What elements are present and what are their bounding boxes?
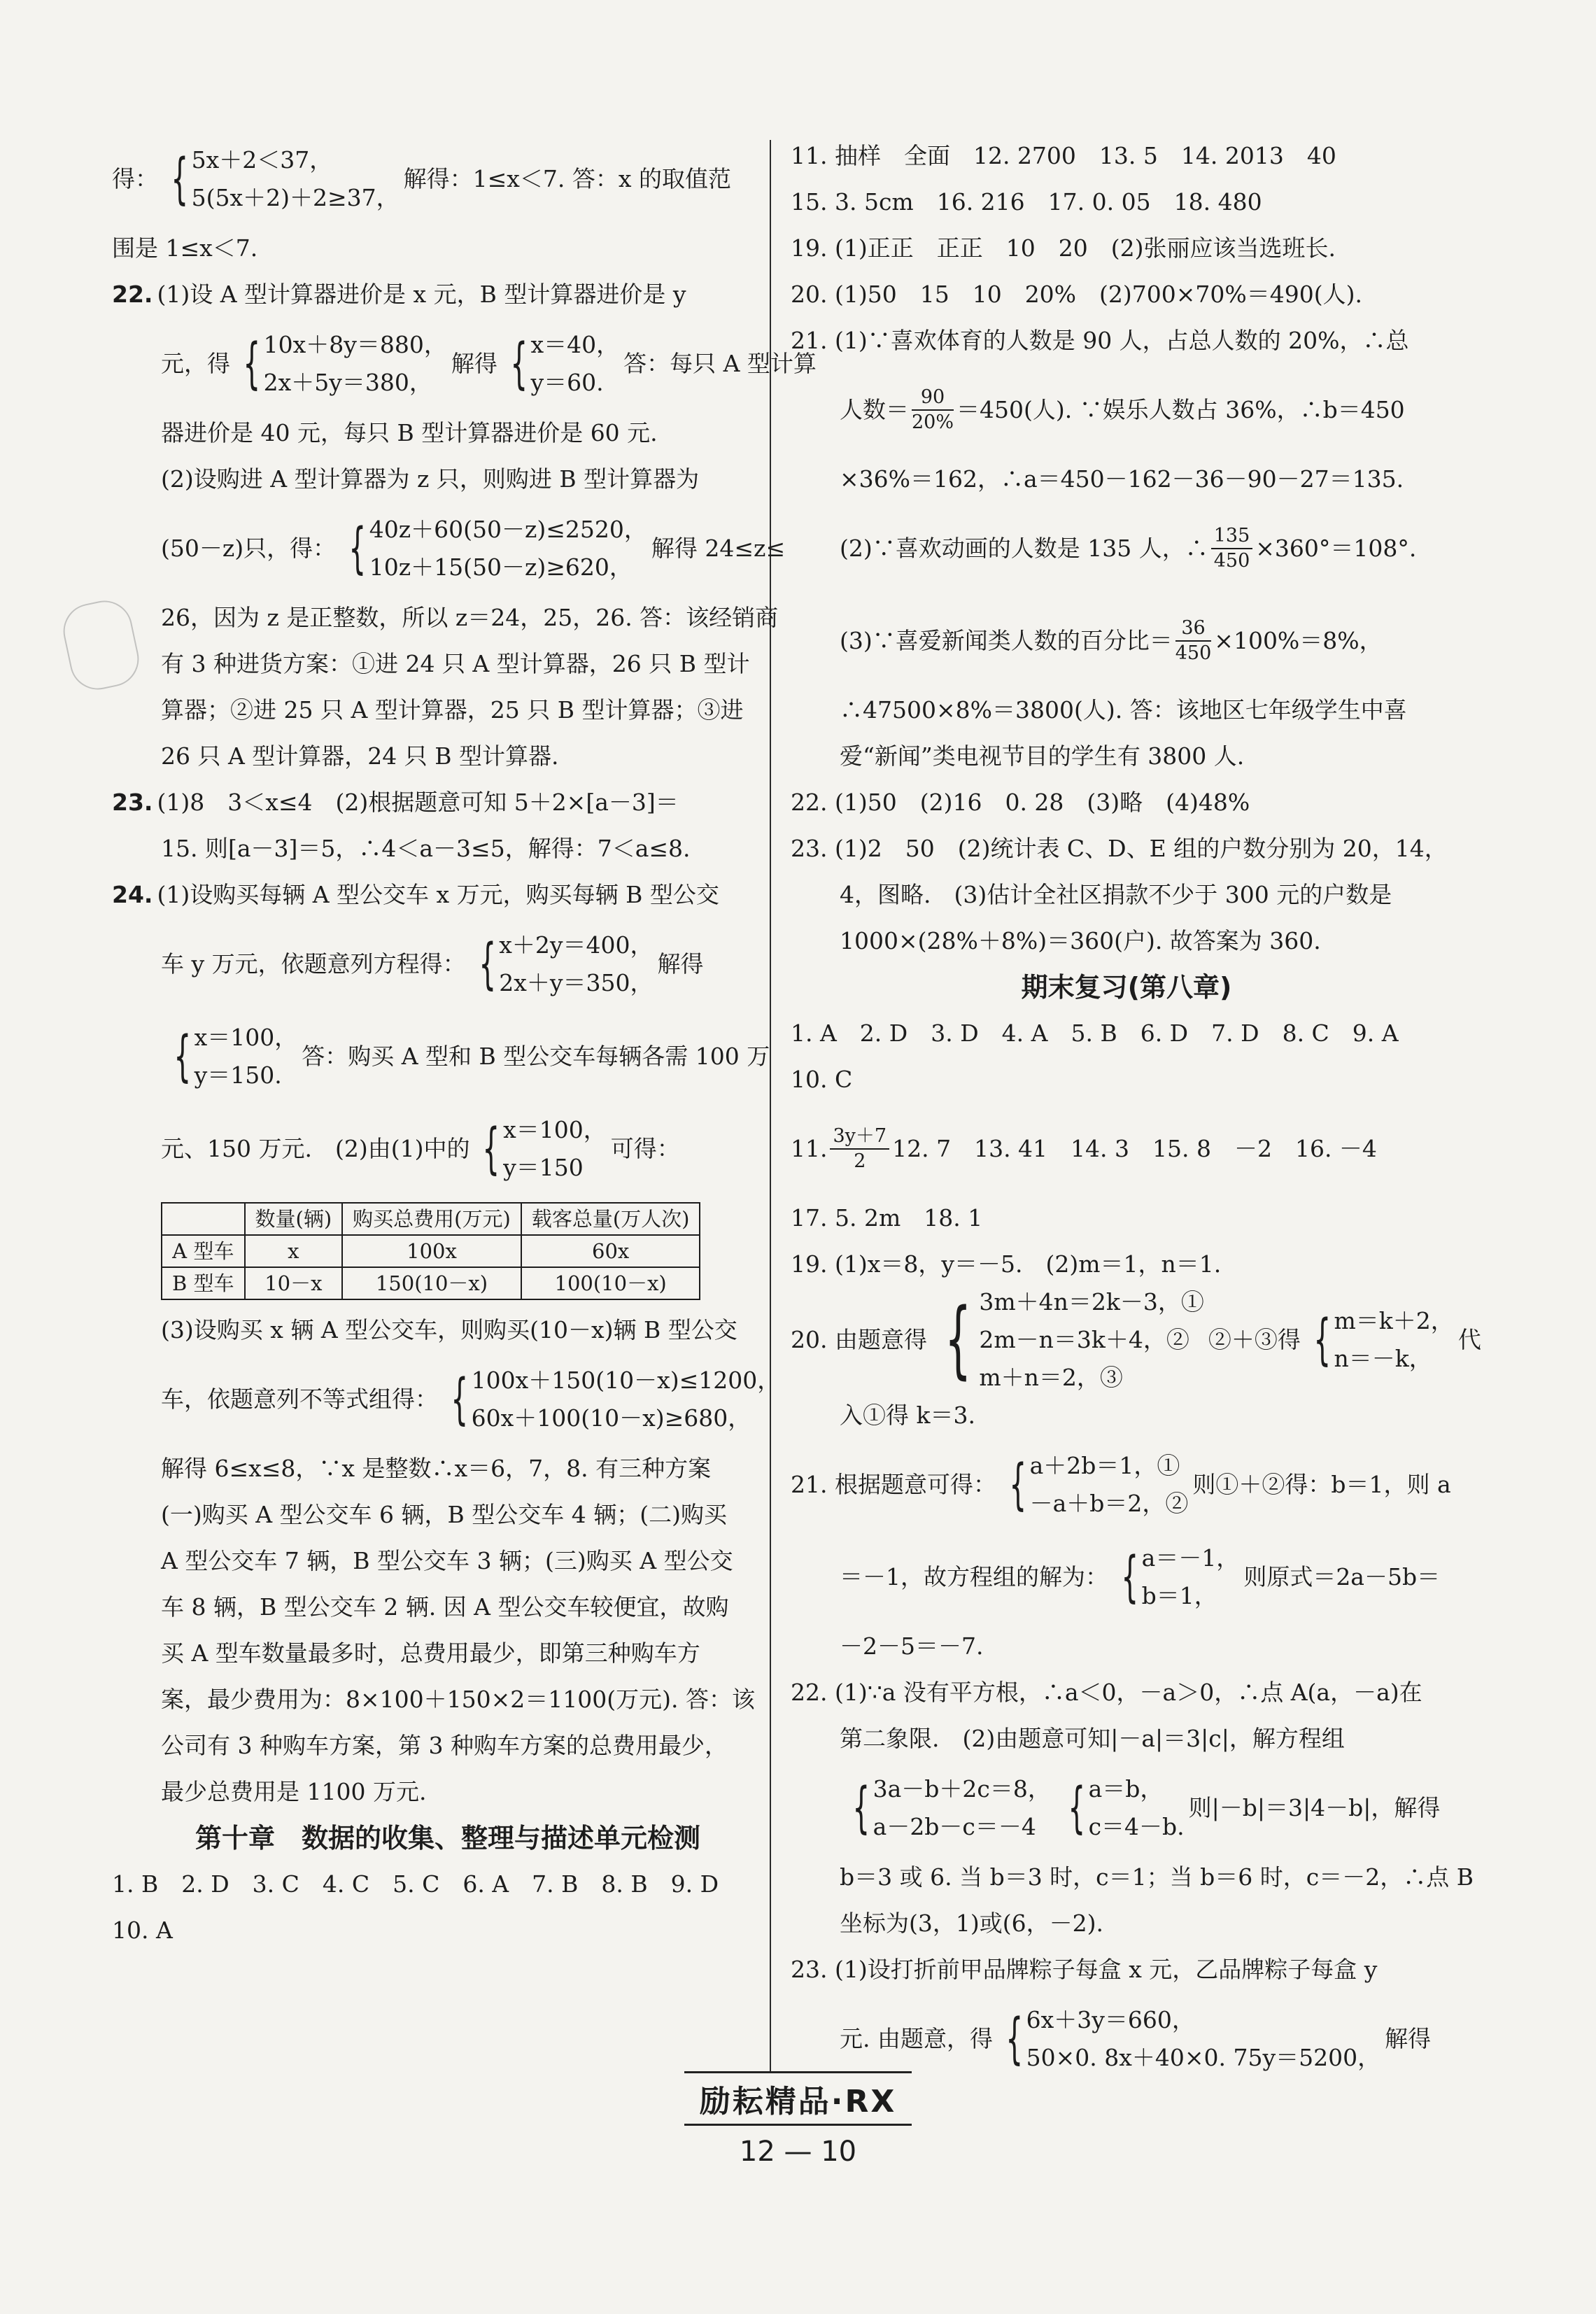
- equation-system: { x＝40， y＝60.: [510, 331, 620, 396]
- answer-line: 15. 3. 5cm 16. 216 17. 0. 05 18. 480: [791, 188, 1262, 216]
- answer-line: 得： { 5x＋2＜37， 5(5x＋2)＋2≥37， 解得：1≤x＜7. 答：x 的取值范: [112, 133, 784, 225]
- equation-system: { 10x＋8y＝880， 2x＋5y＝380，: [243, 331, 447, 396]
- right-column: [791, 133, 1481, 2085]
- section-heading: 期末复习(第八章): [1021, 972, 1232, 1003]
- answer-line: 26 只 A 型计算器，24 只 B 型计算器.: [161, 742, 559, 770]
- equation-system: { a＝－1， b＝1，: [1121, 1544, 1240, 1609]
- equation-system: { m＝k＋2， n＝－k，: [1313, 1307, 1454, 1372]
- answer-line: 1. A 2. D 3. D 4. A 5. B 6. D 7. D 8. C 9. A: [791, 1020, 1399, 1047]
- answer-line: 19. (1)正正 正正 10 20 (2)张丽应该当选班长.: [791, 234, 1336, 262]
- answer-line: 24. (1)设购买每辆 A 型公交车 x 万元，购买每辆 B 型公交: [112, 881, 719, 908]
- bus-table: [161, 1202, 700, 1300]
- answer-line: 11. 抽样 全面 12. 2700 13. 5 14. 2013 40: [791, 142, 1336, 169]
- fraction: $\frac{3y+7}{2}$: [830, 1124, 889, 1173]
- answer-line: ＝－1，故方程组的解为： { a＝－1， b＝1， 则原式＝2a－5b＝: [791, 1531, 1462, 1623]
- answer-line: 21. 根据题意可得： { a＋2b＝1，① －a＋b＝2，② 则①＋②得：b＝1，则 a: [791, 1439, 1462, 1531]
- answer-line: (2)∵喜欢动画的人数是 135 人，∴ $\frac{135}{450}$ ×360°＝108°.: [840, 525, 1417, 572]
- brand-logo: 励耘精品·RX: [684, 2071, 912, 2126]
- answer-line: ∴47500×8%＝3800(人). 答：该地区七年级学生中喜: [840, 696, 1407, 724]
- answer-line: (50－z)只，得： { 40z＋60(50－z)≤2520， 10z＋15(50－z)≥620， 解得 24≤z≤: [112, 502, 784, 595]
- answer-line: 10. C: [791, 1066, 853, 1093]
- answer-line: ×36%＝162，∴a＝450－162－36－90－27＝135.: [840, 465, 1404, 493]
- equation-system: { 3a－b＋2c＝8， a－2b－c＝－4: [852, 1775, 1051, 1840]
- answer-line: (3)∵喜爱新闻类人数的百分比＝ $\frac{36}{450}$ ×100%＝8%，: [840, 617, 1383, 664]
- answer-line: 15. 则[a－3]＝5，∴4＜a－3≤5，解得：7＜a≤8.: [161, 835, 691, 862]
- table-row: A 型车 x 100x 60x: [162, 1235, 700, 1267]
- answer-line: 23. (1)设打折前甲品牌粽子每盒 x 元，乙品牌粽子每盒 y: [791, 1956, 1378, 1983]
- answer-line: 案，最少费用为：8×100＋150×2＝1100(万元). 答：该: [161, 1686, 755, 1713]
- equation-system: { 40z＋60(50－z)≤2520， 10z＋15(50－z)≥620，: [348, 516, 647, 581]
- answer-line: 爱“新闻”类电视节目的学生有 3800 人.: [840, 742, 1245, 770]
- answer-line: 车，依题意列不等式组得： { 100x＋150(10－x)≤1200， 60x＋100(10－x)≥680，: [112, 1353, 784, 1446]
- answer-line: 人数＝ $\frac{90}{20\%}$ ＝450(人). ∵娱乐人数占 36%，∴b＝450: [840, 386, 1405, 433]
- answer-line: 器进价是 40 元，每只 B 型计算器进价是 60 元.: [161, 419, 658, 446]
- fraction: $\frac{135}{450}$: [1211, 524, 1253, 573]
- answer-line: 元，得 { 10x＋8y＝880， 2x＋5y＝380， 解得 { x＝40， y＝60. 答：每只 A 型计算: [112, 318, 784, 410]
- answer-line: 22. (1)设 A 型计算器进价是 x 元，B 型计算器进价是 y: [112, 281, 686, 308]
- page-number: 12 — 10: [739, 2136, 857, 2168]
- fraction: $\frac{36}{450}$: [1175, 617, 1212, 664]
- answer-line: 算器；②进 25 只 A 型计算器，25 只 B 型计算器；③进: [161, 696, 744, 724]
- answer-line: 买 A 型车数量最多时，总费用最少，即第三种购车方: [161, 1639, 700, 1667]
- answer-line: 坐标为(3，1)或(6，－2).: [840, 1910, 1103, 1937]
- equation-system: { 5x＋2＜37， 5(5x＋2)＋2≥37，: [171, 146, 400, 211]
- answer-line: 第二象限. (2)由题意可知|－a|＝3|c|，解方程组: [840, 1725, 1345, 1752]
- equation-system: { x＋2y＝400， 2x＋y＝350，: [479, 931, 654, 996]
- answer-line: 26，因为 z 是正整数，所以 z＝24，25，26. 答：该经销商: [161, 604, 779, 631]
- answer-line: (3)设购买 x 辆 A 型公交车，则购买(10－x)辆 B 型公交: [161, 1316, 737, 1343]
- answer-line: 21. (1)∵喜欢体育的人数是 90 人，占总人数的 20%，∴总: [791, 327, 1409, 354]
- left-column: [112, 133, 817, 1954]
- fraction: $\frac{90}{20\%}$: [912, 386, 954, 433]
- equation-system: { 6x＋3y＝660， 50×0. 8x＋40×0. 75y＝5200，: [1005, 2006, 1381, 2071]
- answer-line: 车 y 万元，依题意列方程得： { x＋2y＝400， 2x＋y＝350， 解得: [112, 918, 784, 1010]
- equation-system: { a＝b， c＝4－b.: [1068, 1775, 1185, 1840]
- answer-line: 有 3 种进货方案：①进 24 只 A 型计算器，26 只 B 型计: [161, 650, 750, 677]
- answer-line: 20. 由题意得 { 3m＋4n＝2k－3，① 2m－n＝3k＋4，② m＋n＝2，③ ②＋③得 { m＝k＋2， n＝－k， 代: [791, 1287, 1462, 1392]
- answer-line: 22. (1)∵a 没有平方根，∴a＜0，－a＞0，∴点 A(a，－a)在: [791, 1679, 1422, 1706]
- answer-line: 1000×(28%＋8%)＝360(户). 故答案为 360.: [840, 927, 1321, 954]
- answer-line: 最少总费用是 1100 万元.: [161, 1778, 427, 1805]
- answer-line: 公司有 3 种购车方案，第 3 种购车方案的总费用最少，: [161, 1732, 728, 1759]
- answer-line: －2－5＝－7.: [840, 1632, 984, 1660]
- answer-line: 11. $\frac{3y+7}{2}$ 12. 7 13. 41 14. 3 15. 8 －2 16. －4: [791, 1125, 1377, 1172]
- answer-line: A 型公交车 7 辆，B 型公交车 3 辆；(三)购买 A 型公交: [161, 1547, 733, 1574]
- answer-line: 1. B 2. D 3. C 4. C 5. C 6. A 7. B 8. B 9. D: [112, 1870, 719, 1898]
- answer-line: 元、150 万元. (2)由(1)中的 { x＝100， y＝150 可得：: [112, 1103, 784, 1195]
- answer-line: b＝3 或 6. 当 b＝3 时，c＝1；当 b＝6 时，c＝－2，∴点 B: [840, 1863, 1474, 1891]
- answer-line: { x＝100， y＝150. 答：购买 A 型和 B 型公交车每辆各需 100 万: [112, 1010, 784, 1103]
- answer-line: (一)购买 A 型公交车 6 辆，B 型公交车 4 辆；(二)购买: [161, 1501, 727, 1528]
- table-row: 数量(辆) 购买总费用(万元) 载客总量(万人次): [162, 1203, 700, 1235]
- equation-system: { x＝100， y＝150: [482, 1116, 607, 1181]
- answer-line: (2)设购进 A 型计算器为 z 只，则购进 B 型计算器为: [161, 465, 700, 493]
- page-footer: [0, 2071, 1596, 2168]
- equation-system: { 100x＋150(10－x)≤1200， 60x＋100(10－x)≥680，: [451, 1367, 781, 1432]
- answer-line: 22. (1)50 (2)16 0. 28 (3)略 (4)48%: [791, 789, 1250, 816]
- answer-line: 17. 5. 2m 18. 1: [791, 1204, 983, 1232]
- answer-line: 车 8 辆，B 型公交车 2 辆. 因 A 型公交车较便宜，故购: [161, 1593, 729, 1621]
- answer-line: 入①得 k＝3.: [840, 1402, 975, 1429]
- answer-line: 10. A: [112, 1917, 173, 1944]
- equation-system: { a＋2b＝1，① －a＋b＝2，②: [1009, 1452, 1189, 1517]
- answer-line: { 3a－b＋2c＝8， a－2b－c＝－4 { a＝b， c＝4－b. 则|－b|＝3|4－b|，解得: [791, 1762, 1462, 1854]
- answer-line: 19. (1)x＝8，y＝－5. (2)m＝1，n＝1.: [791, 1250, 1222, 1278]
- answer-line: 围是 1≤x＜7.: [112, 234, 258, 262]
- answer-line: 元. 由题意，得 { 6x＋3y＝660， 50×0. 8x＋40×0. 75y＝5200， 解得: [791, 1993, 1462, 2085]
- equation-system: { x＝100， y＝150.: [174, 1024, 298, 1089]
- answer-line: 解得 6≤x≤8，∵x 是整数∴x＝6，7，8. 有三种方案: [161, 1455, 712, 1482]
- answer-line: 23. (1)8 3＜x≤4 (2)根据题意可知 5＋2×[a－3]＝: [112, 789, 679, 816]
- answer-line: 4，图略. (3)估计全社区捐款不少于 300 元的户数是: [840, 881, 1392, 908]
- answer-line: 20. (1)50 15 10 20% (2)700×70%＝490(人).: [791, 281, 1362, 308]
- answer-line: 23. (1)2 50 (2)统计表 C、D、E 组的户数分别为 20，14，: [791, 835, 1448, 862]
- section-heading: 第十章 数据的收集、整理与描述单元检测: [195, 1823, 700, 1854]
- table-row: B 型车 10－x 150(10－x) 100(10－x): [162, 1267, 700, 1299]
- equation-system: { 3m＋4n＝2k－3，① 2m－n＝3k＋4，② m＋n＝2，③: [945, 1288, 1204, 1391]
